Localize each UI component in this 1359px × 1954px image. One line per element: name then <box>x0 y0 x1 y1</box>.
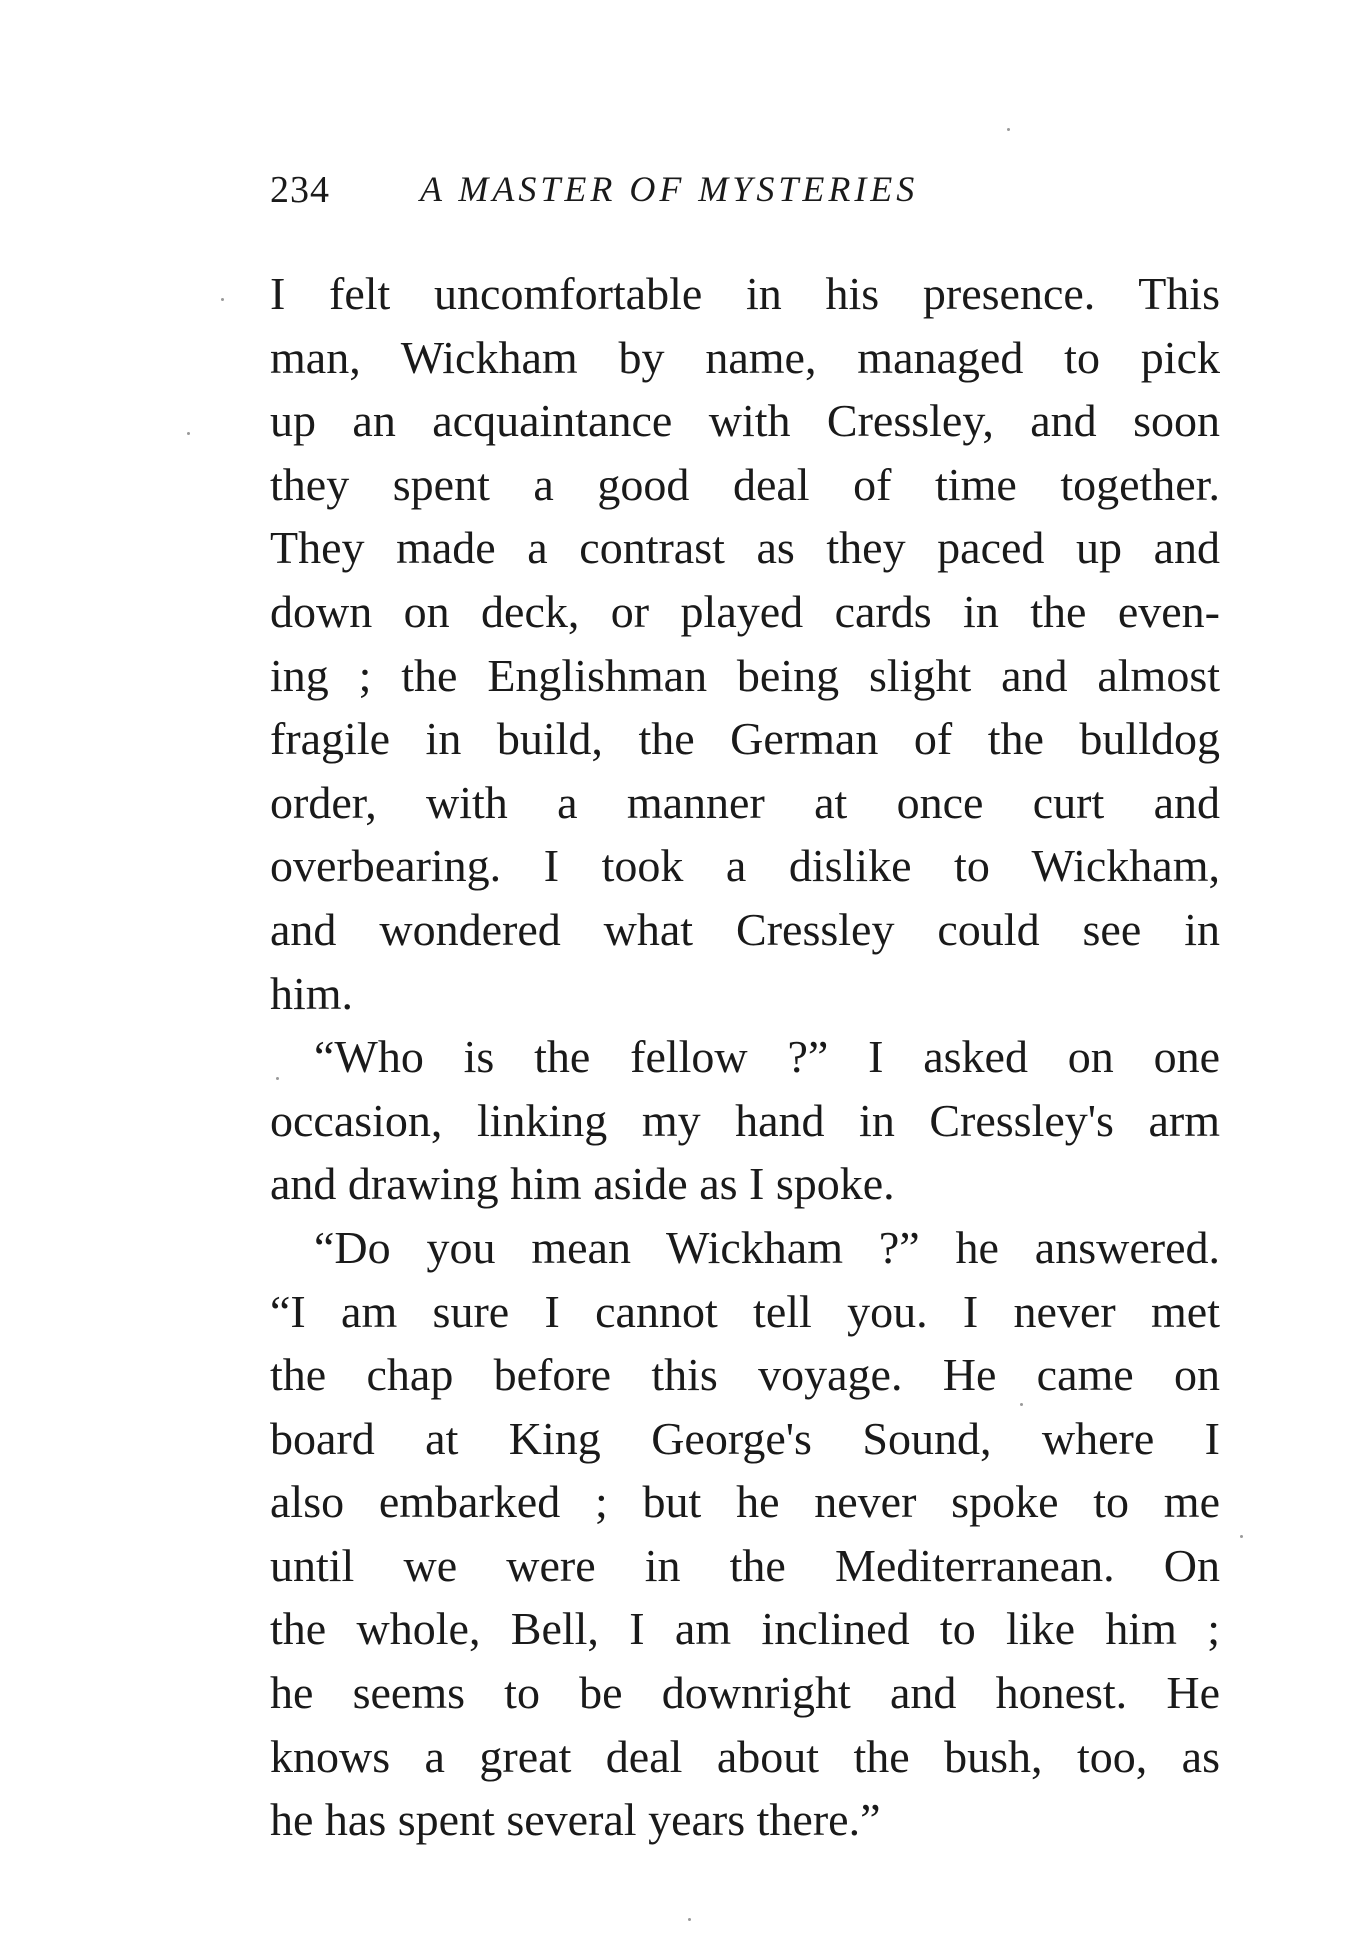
text-line: down on deck, or played cards in the even- <box>270 585 1220 637</box>
text-line: overbearing. I took a dislike to Wickham, <box>270 840 1220 892</box>
text-line: knows a great deal about the bush, too, as <box>270 1730 1220 1782</box>
text-line: ing ; the Englishman being slight and almost <box>270 649 1220 701</box>
text-line: the whole, Bell, I am inclined to like him ; <box>270 1603 1220 1655</box>
text-line: They made a contrast as they paced up and <box>270 522 1220 574</box>
text-line: and drawing him aside as I spoke. <box>270 1158 895 1210</box>
text-line: the chap before this voyage. He came on <box>270 1349 1220 1401</box>
paper-speck <box>1240 1535 1243 1538</box>
paper-speck <box>1007 128 1010 131</box>
text-line: up an acquaintance with Cressley, and soon <box>270 395 1220 447</box>
text-line: until we were in the Mediterranean. On <box>270 1539 1220 1591</box>
page-number: 234 <box>270 169 330 211</box>
text-line: and wondered what Cressley could see in <box>270 903 1220 955</box>
body-text <box>270 262 1220 1852</box>
text-line: “I am sure I cannot tell you. I never met <box>270 1285 1220 1337</box>
paper-speck <box>1020 1403 1023 1406</box>
paper-speck <box>221 298 224 301</box>
text-line: he seems to be downright and honest. He <box>270 1667 1220 1719</box>
paper-speck <box>187 432 190 435</box>
text-line: also embarked ; but he never spoke to me <box>270 1476 1220 1528</box>
text-line: they spent a good deal of time together. <box>270 458 1220 510</box>
text-line: he has spent several years there.” <box>270 1794 881 1846</box>
text-line: I felt uncomfortable in his presence. This <box>270 268 1220 319</box>
running-title: A MASTER OF MYSTERIES <box>420 169 919 209</box>
paper-speck <box>276 1077 279 1080</box>
text-line: occasion, linking my hand in Cressley's arm <box>270 1094 1220 1146</box>
text-line: “Who is the fellow ?” I asked on one <box>314 1031 1220 1083</box>
text-line: him. <box>270 967 354 1019</box>
page-header <box>270 168 1030 218</box>
text-line: man, Wickham by name, managed to pick <box>270 331 1220 383</box>
text-line: fragile in build, the German of the bulldog <box>270 713 1220 765</box>
text-line: board at King George's Sound, where I <box>270 1412 1220 1464</box>
text-line: “Do you mean Wickham ?” he answered. <box>314 1221 1220 1273</box>
paper-speck <box>688 1918 691 1921</box>
text-line: order, with a manner at once curt and <box>270 776 1220 828</box>
